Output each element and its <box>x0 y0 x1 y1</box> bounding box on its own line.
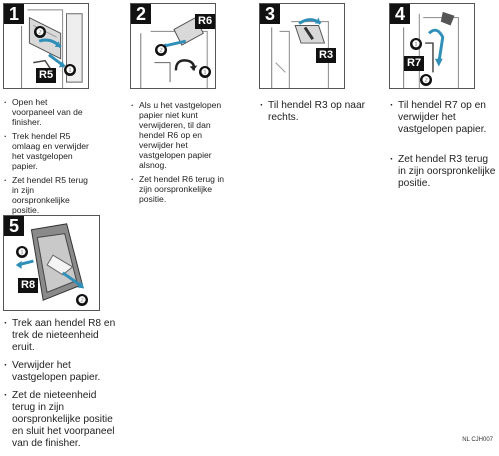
step-2-circle-2: ❷ <box>156 45 166 55</box>
step-1-bullet-1: · Open het voorpaneel van de finisher. <box>4 97 90 127</box>
step-1-bullet-2: · Trek hendel R5 omlaag en verwijder het vastgelopen papier. <box>4 131 90 171</box>
lever-r3-label: R3 <box>316 48 336 63</box>
step-2-instructions <box>131 100 231 208</box>
step-1-bullet-3: · Zet hendel R5 terug in zijn oorspronkelijke positie. <box>4 175 90 215</box>
step-5-bullet-1: · Trek aan hendel R8 en trek de nieteenheid eruit. <box>4 318 122 354</box>
step-2-illustration <box>130 3 216 89</box>
step-4-instructions <box>390 100 496 196</box>
step-1-instructions <box>4 97 90 219</box>
step-4-circle-1: ❶ <box>411 39 421 49</box>
step-5-circle-1: ❶ <box>17 247 27 257</box>
lever-r8-label: R8 <box>18 278 38 293</box>
step-4-circle-2: ❷ <box>421 75 431 85</box>
step-4-number: 4 <box>390 4 412 26</box>
step-1-number: 1 <box>4 4 26 26</box>
lever-r7-label: R7 <box>404 56 424 71</box>
step-2-bullet-2: · Zet hendel R6 terug in zijn oorspronkelijke positie. <box>131 174 231 204</box>
step-5-bullet-2: · Verwijder het vastgelopen papier. <box>4 360 122 384</box>
step-3-number: 3 <box>260 4 282 26</box>
step-5-illustration <box>3 215 100 311</box>
step-4-illustration <box>389 3 475 89</box>
step-5-instructions <box>4 318 122 456</box>
step-2-circle-1: ❶ <box>200 67 210 77</box>
step-5-number: 5 <box>4 216 26 238</box>
step-2-number: 2 <box>131 4 153 26</box>
step-4-bullet-2: · Zet hendel R3 terug in zijn oorspronkelijke positie. <box>390 154 496 190</box>
step-1-circle-1: ❶ <box>65 65 75 75</box>
figure-code: NL CJH007 <box>462 437 493 443</box>
lever-r6-label: R6 <box>195 14 215 29</box>
step-3-illustration <box>259 3 345 89</box>
step-5-circle-2: ❷ <box>77 295 87 305</box>
step-5-bullet-3: · Zet de nieteenheid terug in zijn oorspronkelijke positie en sluit het voorpaneel van de finisher. <box>4 390 122 450</box>
step-4-bullet-1: · Til hendel R7 op en verwijder het vastgelopen papier. <box>390 100 496 136</box>
step-1-illustration <box>3 3 89 89</box>
lever-r5-label: R5 <box>36 68 56 83</box>
step-3-bullet-1: · Til hendel R3 op naar rechts. <box>260 100 370 124</box>
step-1-circle-2: ❷ <box>35 27 45 37</box>
step-2-bullet-1: · Als u het vastgelopen papier niet kunt verwijderen, til dan hendel R6 op en verwijder het vastgelopen papier alsnog. <box>131 100 231 170</box>
step-3-instructions <box>260 100 370 130</box>
